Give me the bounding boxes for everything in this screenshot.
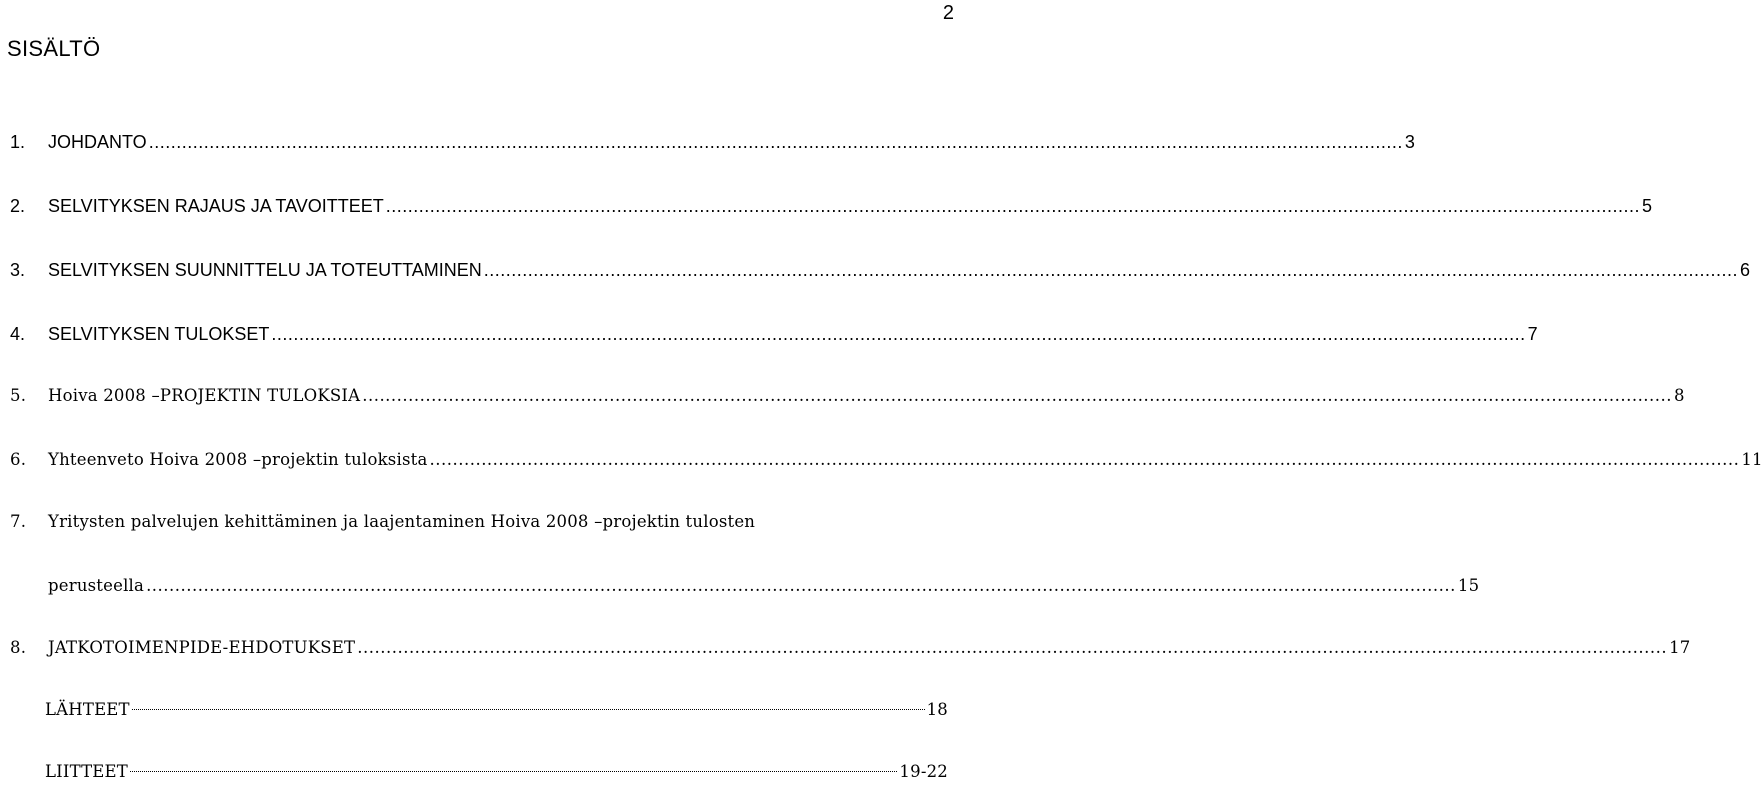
toc-dot-leader: .................................................................................................................................................................................................................................... xyxy=(148,132,1403,152)
toc-dot-leader: .................................................................................................................................................................................................................................... xyxy=(357,638,1668,657)
toc-dot-leader xyxy=(130,771,897,772)
toc-entry-title: SELVITYKSEN SUUNNITTELU JA TOTEUTTAMINEN xyxy=(48,260,482,280)
toc-entry-1[interactable] xyxy=(0,128,1415,156)
toc-entry-3[interactable] xyxy=(0,256,1750,284)
toc-entry-5[interactable] xyxy=(0,382,1685,410)
toc-entry-page: 19-22 xyxy=(899,762,948,781)
toc-entry-title-line2: perusteella xyxy=(48,576,145,595)
toc-entry-number: 1. xyxy=(10,132,26,152)
page-number: 2 xyxy=(942,2,954,24)
toc-entry-number: 3. xyxy=(10,260,26,280)
toc-dot-leader: .................................................................................................................................................................................................................................... xyxy=(271,324,1526,344)
toc-entry-7[interactable] xyxy=(0,508,960,536)
toc-entry-title: SELVITYKSEN RAJAUS JA TAVOITTEET xyxy=(48,196,384,216)
toc-entry-title: LIITTEET xyxy=(45,762,129,781)
toc-entry-title: LÄHTEET xyxy=(45,700,130,719)
toc-dot-leader: .................................................................................................................................................................................................................................... xyxy=(362,386,1673,405)
toc-entry-2[interactable] xyxy=(0,192,1653,220)
toc-dot-leader: .................................................................................................................................................................................................................................... xyxy=(385,196,1640,216)
toc-entry-page: 18 xyxy=(926,700,948,719)
toc-entry-number: 4. xyxy=(10,324,26,344)
toc-entry-liitteet[interactable] xyxy=(0,758,960,786)
toc-dot-leader: .................................................................................................................................................................................................................................... xyxy=(429,450,1740,469)
toc-entry-4[interactable] xyxy=(0,320,1538,348)
toc-entry-title: Hoiva 2008 –PROJEKTIN TULOKSIA xyxy=(48,386,361,405)
toc-entry-title: JATKOTOIMENPIDE-EHDOTUKSET xyxy=(48,638,356,657)
toc-entry-title: SELVITYKSEN TULOKSET xyxy=(48,324,270,344)
toc-entry-8[interactable] xyxy=(0,634,1691,662)
toc-entry-title-line1: Yritysten palvelujen kehittäminen ja laajentaminen Hoiva 2008 –projektin tulosten xyxy=(48,512,756,531)
toc-entry-page: 15 xyxy=(1457,576,1480,595)
toc-dot-leader xyxy=(132,709,925,710)
toc-title: SISÄLTÖ xyxy=(7,36,101,61)
toc-entry-number: 2. xyxy=(10,196,26,216)
toc-entry-title: Yhteenveto Hoiva 2008 –projektin tuloksista xyxy=(48,450,428,469)
toc-entry-page: 6 xyxy=(1739,260,1750,280)
toc-entry-number: 8. xyxy=(10,638,27,657)
toc-entry-page: 17 xyxy=(1669,638,1691,657)
toc-dot-leader: .................................................................................................................................................................................................................................... xyxy=(146,576,1456,595)
toc-entry-page: 5 xyxy=(1642,196,1653,216)
toc-entry-page: 11 xyxy=(1741,450,1763,469)
toc-dot-leader: .................................................................................................................................................................................................................................... xyxy=(483,260,1738,280)
toc-entry-number: 6. xyxy=(10,450,27,469)
toc-entry-7-continued[interactable] xyxy=(0,572,1480,600)
toc-entry-page: 7 xyxy=(1527,324,1538,344)
toc-entry-title: JOHDANTO xyxy=(48,132,147,152)
toc-entry-6[interactable] xyxy=(0,446,1763,474)
toc-entry-number: 5. xyxy=(10,386,27,405)
toc-entry-lahteet[interactable] xyxy=(0,696,960,724)
toc-entry-number: 7. xyxy=(10,512,27,531)
toc-entry-page: 3 xyxy=(1404,132,1415,152)
toc-entry-page: 8 xyxy=(1674,386,1685,405)
